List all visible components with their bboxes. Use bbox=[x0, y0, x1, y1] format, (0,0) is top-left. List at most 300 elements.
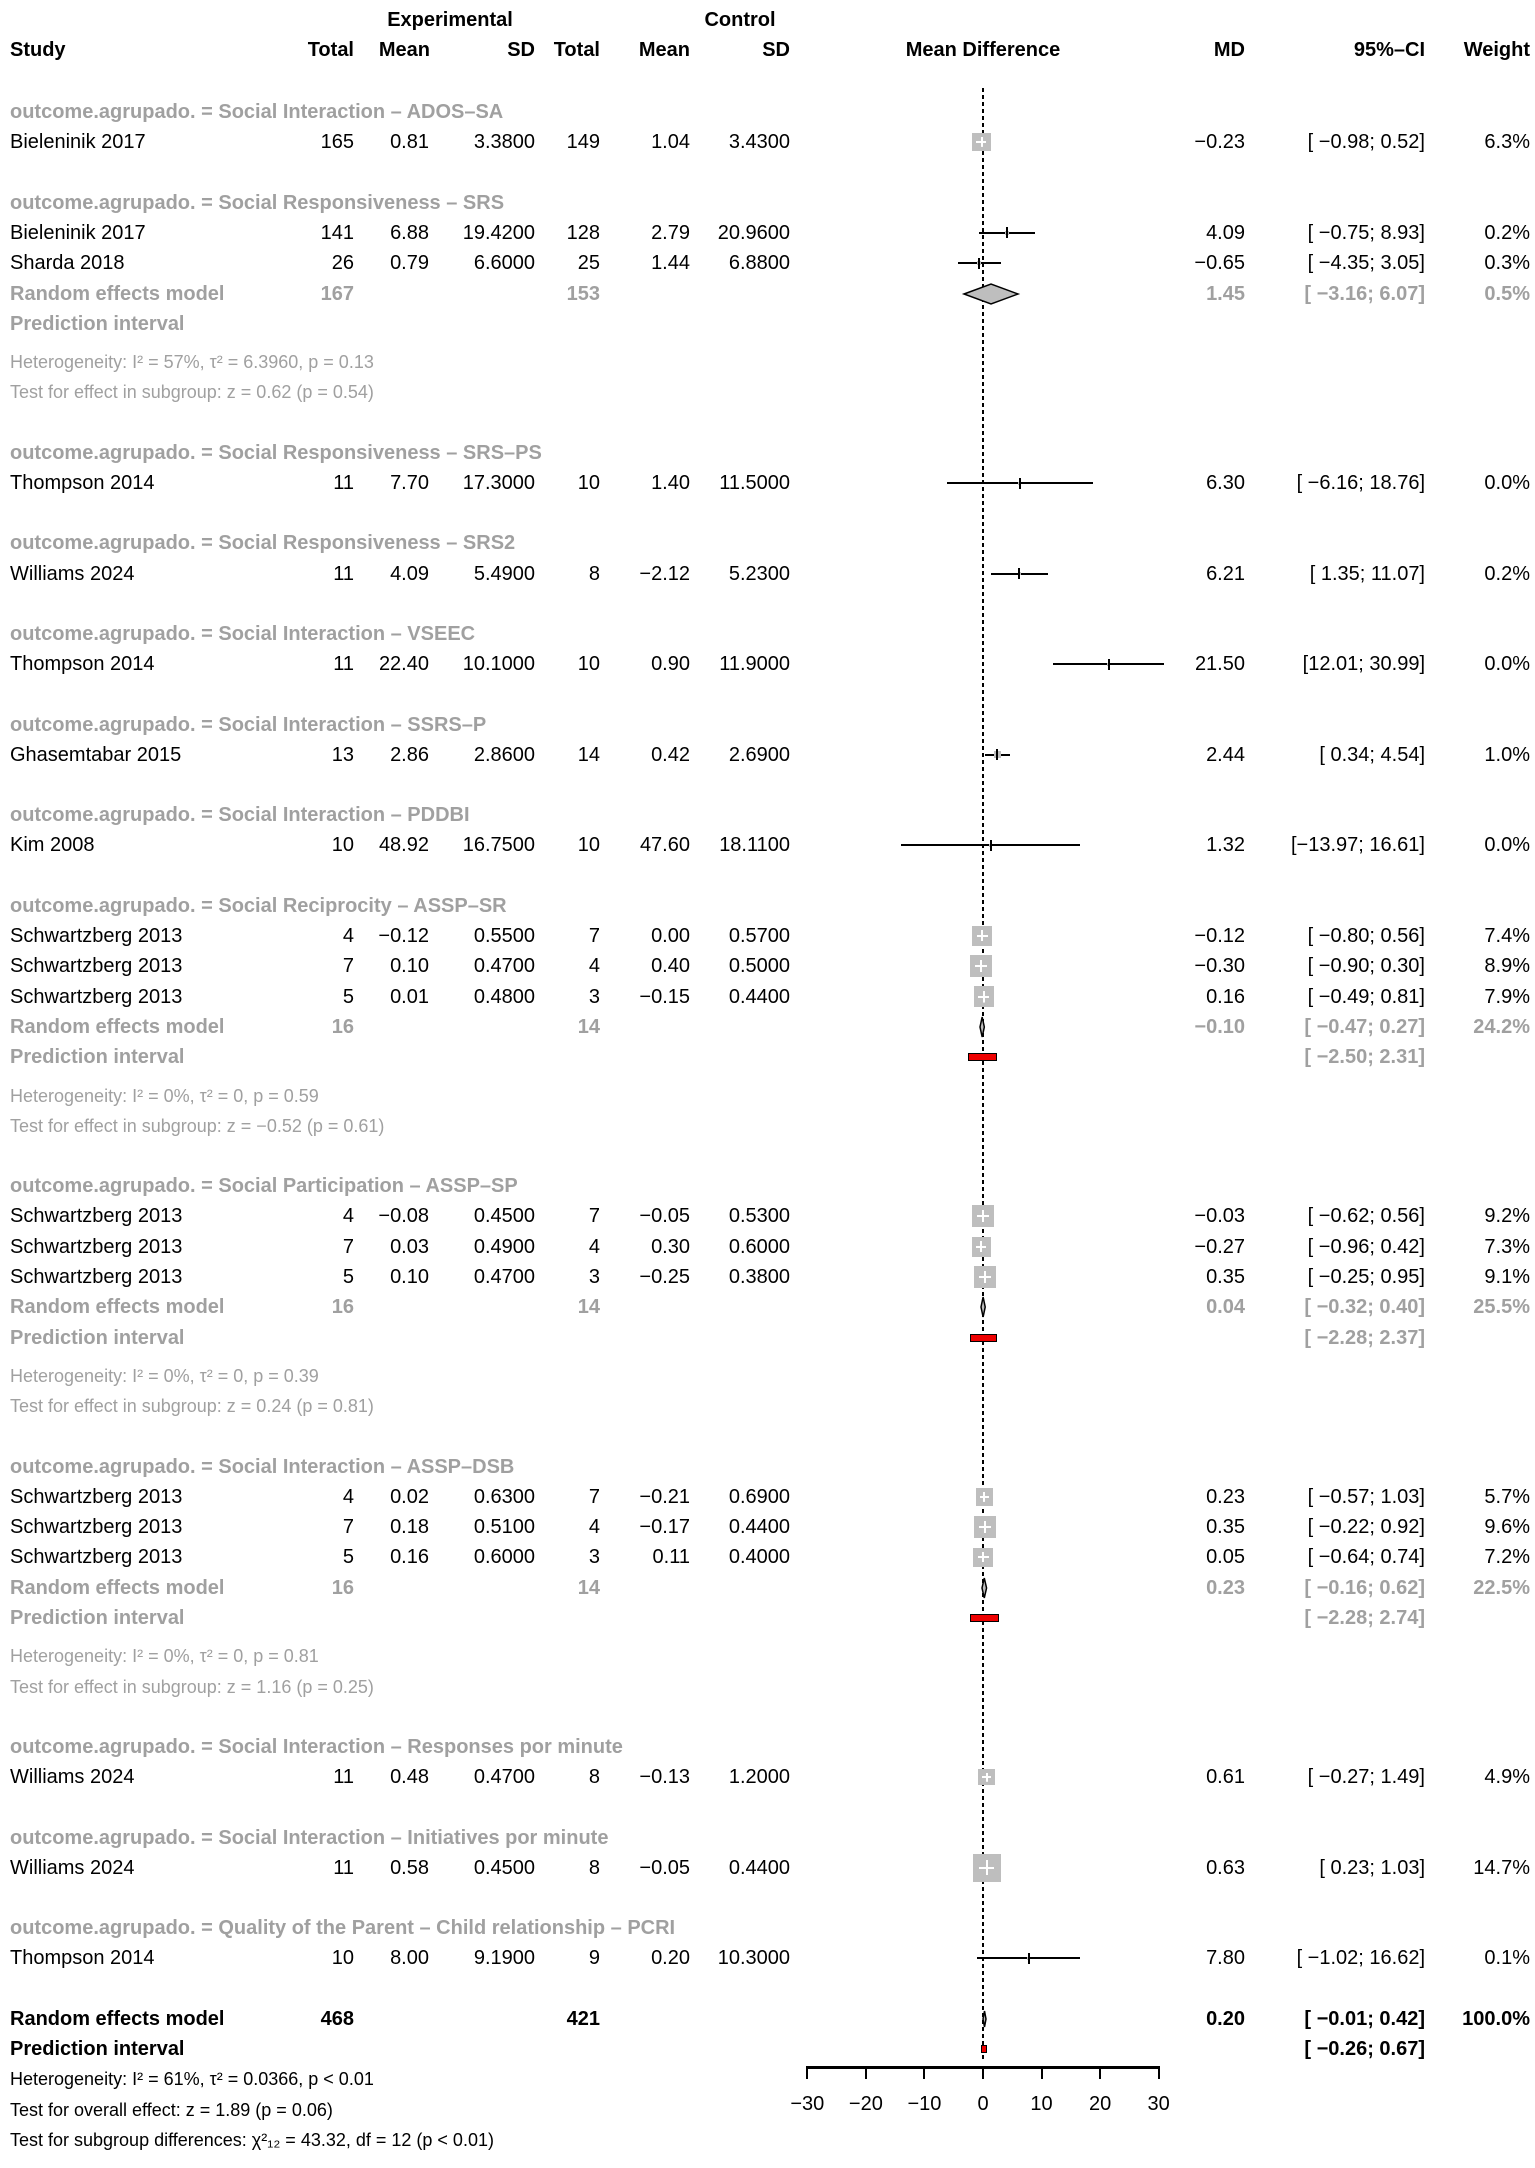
total-control: 4 bbox=[588, 1235, 600, 1258]
total-experimental: 7 bbox=[342, 1235, 354, 1258]
subgroup-test-line: Test for effect in subgroup: z = 1.16 (p = 0.25) bbox=[10, 1676, 374, 1697]
sd-control: 2.6900 bbox=[728, 743, 790, 766]
sd-experimental: 0.4900 bbox=[473, 1235, 535, 1258]
x-axis-tick-label: −20 bbox=[848, 2093, 883, 2115]
weight-value: 9.2% bbox=[1484, 1205, 1530, 1228]
sd-control: 0.4400 bbox=[728, 1856, 790, 1879]
mean-control: 0.90 bbox=[651, 653, 690, 676]
mean-control: −0.05 bbox=[639, 1856, 690, 1879]
sd-experimental: 9.1900 bbox=[473, 1947, 535, 1970]
total-experimental: 11 bbox=[333, 1856, 354, 1879]
total-control: 4 bbox=[588, 955, 600, 978]
sd-experimental: 0.5100 bbox=[473, 1516, 535, 1539]
md-value: 1.45 bbox=[1206, 282, 1245, 305]
total-control: 10 bbox=[577, 472, 600, 494]
heterogeneity-line: Heterogeneity: I² = 57%, τ² = 6.3960, p = 0.13 bbox=[10, 352, 374, 373]
study-name: Ghasemtabar 2015 bbox=[10, 743, 182, 766]
total-control: 7 bbox=[588, 1485, 600, 1508]
section-label: outcome.agrupado. = Social Responsiveness – SRS2 bbox=[10, 532, 516, 555]
study-name: Williams 2024 bbox=[10, 1766, 135, 1789]
md-value: 4.09 bbox=[1206, 221, 1245, 244]
ci-value: [ −0.01; 0.42] bbox=[1304, 2007, 1425, 2030]
ci-value: [ −0.57; 1.03] bbox=[1307, 1485, 1425, 1508]
section-label: outcome.agrupado. = Social Interaction – PDDBI bbox=[10, 804, 470, 827]
weight-value: 9.1% bbox=[1484, 1266, 1530, 1288]
total-control: 7 bbox=[588, 925, 600, 947]
md-value: 0.35 bbox=[1206, 1266, 1245, 1288]
weight-value: 0.3% bbox=[1484, 252, 1530, 275]
section-label: outcome.agrupado. = Social Interaction – ADOS–SA bbox=[10, 101, 504, 123]
total-control: 9 bbox=[588, 1947, 600, 1970]
sd-experimental: 0.6300 bbox=[473, 1485, 535, 1508]
mean-experimental: −0.08 bbox=[378, 1205, 429, 1228]
weight-value: 24.2% bbox=[1473, 1015, 1530, 1038]
total-experimental: 13 bbox=[331, 743, 354, 766]
x-axis-tick bbox=[806, 2066, 808, 2079]
section-label: outcome.agrupado. = Social Interaction – ASSP–DSB bbox=[10, 1455, 515, 1478]
summary-diamond bbox=[979, 1295, 987, 1319]
ci-value: [ 1.35; 11.07] bbox=[1309, 562, 1425, 585]
mean-control: 1.44 bbox=[651, 252, 690, 275]
prediction-interval-bar bbox=[981, 2045, 986, 2053]
study-name: Thompson 2014 bbox=[10, 1947, 155, 1970]
total-control: 153 bbox=[566, 282, 600, 305]
md-value: −0.10 bbox=[1194, 1015, 1245, 1038]
col-header-ci: 95%–CI bbox=[1353, 39, 1425, 61]
total-experimental: 7 bbox=[342, 1516, 354, 1539]
section-label: outcome.agrupado. = Social Interaction – SSRS–P bbox=[10, 713, 487, 736]
total-experimental: 16 bbox=[331, 1296, 354, 1319]
sd-experimental: 2.8600 bbox=[473, 743, 535, 766]
weight-value: 4.9% bbox=[1484, 1766, 1530, 1789]
section-label: outcome.agrupado. = Social Participation – ASSP–SP bbox=[10, 1175, 518, 1198]
sd-control: 20.9600 bbox=[717, 221, 790, 244]
sd-control: 0.6900 bbox=[728, 1485, 790, 1508]
prediction-interval-bar bbox=[970, 1334, 997, 1342]
mean-experimental: −0.12 bbox=[378, 925, 429, 947]
md-value: −0.27 bbox=[1194, 1235, 1245, 1258]
x-axis-tick-label: 10 bbox=[1030, 2093, 1053, 2115]
total-control: 14 bbox=[577, 1296, 600, 1319]
study-name: Schwartzberg 2013 bbox=[10, 1485, 183, 1508]
study-name: Williams 2024 bbox=[10, 562, 135, 585]
ci-value: [ 0.23; 1.03] bbox=[1319, 1856, 1425, 1879]
point-estimate-square bbox=[976, 1488, 993, 1505]
sd-control: 0.4400 bbox=[728, 1516, 790, 1539]
sd-control: 0.5300 bbox=[728, 1205, 790, 1228]
study-name: Schwartzberg 2013 bbox=[10, 1235, 183, 1258]
weight-value: 0.2% bbox=[1484, 221, 1530, 244]
summary-diamond bbox=[981, 2009, 988, 2029]
ci-value: [−13.97; 16.61] bbox=[1290, 834, 1425, 857]
md-value: −0.23 bbox=[1194, 131, 1245, 154]
mean-control: 0.20 bbox=[651, 1947, 690, 1970]
weight-value: 14.7% bbox=[1473, 1856, 1530, 1879]
summary-diamond bbox=[962, 282, 1020, 306]
subgroup-test-line: Test for effect in subgroup: z = 0.24 (p = 0.81) bbox=[10, 1396, 374, 1417]
summary-diamond bbox=[978, 1015, 986, 1039]
point-estimate-square bbox=[972, 133, 990, 151]
x-axis-tick-label: 0 bbox=[977, 2093, 989, 2115]
x-axis-tick bbox=[1041, 2066, 1043, 2079]
mean-control: −0.21 bbox=[639, 1485, 690, 1508]
x-axis-tick-label: 30 bbox=[1147, 2093, 1170, 2115]
mean-control: −0.13 bbox=[639, 1766, 690, 1789]
col-header-weight: Weight bbox=[1463, 39, 1530, 61]
weight-value: 25.5% bbox=[1473, 1296, 1530, 1319]
subgroup-test-line: Test for effect in subgroup: z = 0.62 (p = 0.54) bbox=[10, 382, 374, 403]
mean-control: −0.25 bbox=[639, 1266, 690, 1288]
prediction-interval-label: Prediction interval bbox=[10, 1326, 185, 1349]
point-estimate-square bbox=[974, 986, 995, 1007]
mean-control: 0.00 bbox=[651, 925, 690, 947]
md-value: 0.04 bbox=[1206, 1296, 1245, 1319]
total-control: 10 bbox=[577, 653, 600, 676]
total-control: 8 bbox=[588, 1766, 600, 1789]
mean-experimental: 8.00 bbox=[390, 1947, 429, 1970]
weight-value: 7.3% bbox=[1484, 1235, 1530, 1258]
ci-value: [ −0.22; 0.92] bbox=[1307, 1516, 1425, 1539]
md-value: 21.50 bbox=[1194, 653, 1245, 676]
ci-value: [ −6.16; 18.76] bbox=[1296, 472, 1425, 494]
md-value: 0.23 bbox=[1206, 1485, 1245, 1508]
total-experimental: 167 bbox=[320, 282, 354, 305]
sd-experimental: 6.6000 bbox=[473, 252, 535, 275]
mean-experimental: 0.03 bbox=[390, 1235, 429, 1258]
random-effects-label: Random effects model bbox=[10, 1296, 225, 1319]
sd-experimental: 3.3800 bbox=[473, 131, 535, 154]
mean-experimental: 2.86 bbox=[390, 743, 429, 766]
mean-experimental: 0.48 bbox=[390, 1766, 429, 1789]
sd-control: 1.2000 bbox=[728, 1766, 790, 1789]
weight-value: 0.2% bbox=[1484, 562, 1530, 585]
md-value: 0.20 bbox=[1206, 2007, 1245, 2030]
mean-experimental: 4.09 bbox=[390, 562, 429, 585]
sd-experimental: 0.4800 bbox=[473, 985, 535, 1008]
weight-value: 1.0% bbox=[1484, 743, 1530, 766]
total-experimental: 16 bbox=[331, 1576, 354, 1599]
point-estimate-tick bbox=[990, 840, 992, 851]
prediction-interval-label: Prediction interval bbox=[10, 2038, 185, 2060]
mean-experimental: 0.02 bbox=[390, 1485, 429, 1508]
sd-experimental: 0.6000 bbox=[473, 1546, 535, 1569]
sd-experimental: 10.1000 bbox=[462, 653, 535, 676]
prediction-interval-bar bbox=[970, 1614, 999, 1622]
sd-experimental: 0.4700 bbox=[473, 1266, 535, 1288]
mean-experimental: 0.58 bbox=[390, 1856, 429, 1879]
study-name: Schwartzberg 2013 bbox=[10, 1266, 183, 1288]
subgroup-test-line: Test for effect in subgroup: z = −0.52 (p = 0.61) bbox=[10, 1115, 385, 1136]
total-control: 4 bbox=[588, 1516, 600, 1539]
study-name: Thompson 2014 bbox=[10, 653, 155, 676]
sd-experimental: 19.4200 bbox=[462, 221, 535, 244]
weight-value: 9.6% bbox=[1484, 1516, 1530, 1539]
point-estimate-square bbox=[972, 1205, 994, 1227]
mean-control: 0.30 bbox=[651, 1235, 690, 1258]
ci-value: [ −1.02; 16.62] bbox=[1296, 1947, 1425, 1970]
mean-control: −0.05 bbox=[639, 1205, 690, 1228]
sd-control: 0.4400 bbox=[728, 985, 790, 1008]
md-value: −0.30 bbox=[1194, 955, 1245, 978]
total-experimental: 5 bbox=[342, 1546, 354, 1569]
total-experimental: 10 bbox=[331, 834, 354, 857]
weight-value: 5.7% bbox=[1484, 1485, 1530, 1508]
total-control: 14 bbox=[577, 743, 600, 766]
x-axis-tick-label: 20 bbox=[1088, 2093, 1112, 2115]
total-experimental: 165 bbox=[320, 131, 354, 154]
x-axis-tick bbox=[1099, 2066, 1101, 2079]
col-header-sd-exp: SD bbox=[507, 39, 535, 61]
study-name: Schwartzberg 2013 bbox=[10, 985, 183, 1008]
md-value: 0.05 bbox=[1206, 1546, 1245, 1569]
ci-value: [ 0.34; 4.54] bbox=[1319, 743, 1425, 766]
sd-experimental: 17.3000 bbox=[462, 472, 535, 494]
col-header-md: MD bbox=[1213, 39, 1245, 61]
x-axis-tick bbox=[982, 2066, 984, 2079]
ci-value: [ −0.98; 0.52] bbox=[1307, 131, 1425, 154]
prediction-interval-label: Prediction interval bbox=[10, 1607, 185, 1629]
weight-value: 0.5% bbox=[1484, 282, 1530, 305]
total-control: 3 bbox=[588, 1266, 600, 1288]
total-experimental: 11 bbox=[333, 472, 354, 494]
study-name: Williams 2024 bbox=[10, 1856, 135, 1879]
md-value: 0.16 bbox=[1206, 985, 1245, 1008]
section-label: outcome.agrupado. = Social Interaction – Initiatives por minute bbox=[10, 1826, 609, 1849]
col-header-study: Study bbox=[10, 39, 66, 61]
mean-experimental: 48.92 bbox=[378, 834, 429, 857]
ci-value: [ −0.26; 0.67] bbox=[1304, 2038, 1425, 2060]
study-name: Bieleninik 2017 bbox=[10, 131, 146, 154]
point-estimate-square bbox=[973, 1548, 993, 1568]
total-experimental: 4 bbox=[342, 925, 354, 947]
ci-value: [ −0.90; 0.30] bbox=[1307, 955, 1425, 978]
sd-control: 18.1100 bbox=[719, 834, 790, 857]
md-value: 0.35 bbox=[1206, 1516, 1245, 1539]
sd-control: 0.5000 bbox=[728, 955, 790, 978]
ci-value: [ −2.28; 2.37] bbox=[1304, 1326, 1425, 1349]
total-control: 3 bbox=[588, 985, 600, 1008]
weight-value: 0.0% bbox=[1484, 834, 1530, 857]
section-label: outcome.agrupado. = Social Reciprocity – ASSP–SR bbox=[10, 894, 507, 917]
sd-experimental: 5.4900 bbox=[473, 562, 535, 585]
prediction-interval-label: Prediction interval bbox=[10, 312, 185, 335]
ci-value: [ −0.27; 1.49] bbox=[1307, 1766, 1425, 1789]
mean-experimental: 6.88 bbox=[390, 221, 429, 244]
mean-control: −0.15 bbox=[639, 985, 690, 1008]
total-experimental: 5 bbox=[342, 1266, 354, 1288]
total-experimental: 4 bbox=[342, 1485, 354, 1508]
md-value: 1.32 bbox=[1206, 834, 1245, 857]
md-value: −0.65 bbox=[1194, 252, 1245, 275]
total-experimental: 11 bbox=[333, 1766, 354, 1789]
ci-value: [ −0.80; 0.56] bbox=[1307, 925, 1425, 947]
point-estimate-tick bbox=[1006, 227, 1008, 238]
col-header-mean-difference: Mean Difference bbox=[905, 39, 1061, 61]
point-estimate-square bbox=[978, 1769, 994, 1785]
weight-value: 7.4% bbox=[1484, 925, 1530, 947]
total-experimental: 16 bbox=[331, 1015, 354, 1038]
study-name: Bieleninik 2017 bbox=[10, 221, 146, 244]
point-estimate-square bbox=[972, 926, 992, 946]
total-experimental: 11 bbox=[333, 562, 354, 585]
mean-control: 1.40 bbox=[651, 472, 690, 494]
ci-value: [ −2.28; 2.74] bbox=[1304, 1607, 1425, 1629]
total-experimental: 10 bbox=[331, 1947, 354, 1970]
group-header-control: Control bbox=[704, 9, 776, 31]
sd-control: 3.4300 bbox=[728, 131, 790, 154]
point-estimate-square bbox=[974, 1516, 997, 1539]
mean-experimental: 0.81 bbox=[390, 131, 429, 154]
col-header-sd-ctl: SD bbox=[762, 39, 790, 61]
col-header-mean-ctl: Mean bbox=[638, 39, 690, 61]
total-control: 149 bbox=[566, 131, 600, 154]
mean-control: −2.12 bbox=[639, 562, 690, 585]
subgroup-differences-test-line: Test for subgroup differences: χ²₁₂ = 43.32, df = 12 (p < 0.01) bbox=[10, 2129, 494, 2150]
mean-control: 1.04 bbox=[651, 131, 690, 154]
section-label: outcome.agrupado. = Social Interaction – Responses por minute bbox=[10, 1735, 623, 1758]
mean-control: 47.60 bbox=[639, 834, 690, 857]
section-label: outcome.agrupado. = Social Responsiveness – SRS–PS bbox=[10, 441, 542, 464]
ci-value: [ −0.96; 0.42] bbox=[1307, 1235, 1425, 1258]
sd-control: 10.3000 bbox=[717, 1947, 790, 1970]
heterogeneity-line: Heterogeneity: I² = 0%, τ² = 0, p = 0.59 bbox=[10, 1085, 319, 1106]
ci-value: [ −0.49; 0.81] bbox=[1307, 985, 1425, 1008]
md-value: −0.03 bbox=[1194, 1205, 1245, 1228]
md-value: −0.12 bbox=[1194, 925, 1245, 947]
prediction-interval-label: Prediction interval bbox=[10, 1046, 185, 1069]
md-value: 0.23 bbox=[1206, 1576, 1245, 1599]
point-estimate-tick bbox=[978, 258, 980, 269]
sd-control: 5.2300 bbox=[728, 562, 790, 585]
point-estimate-tick bbox=[1019, 478, 1021, 489]
mean-experimental: 0.18 bbox=[390, 1516, 429, 1539]
md-value: 6.30 bbox=[1206, 472, 1245, 494]
study-name: Kim 2008 bbox=[10, 834, 95, 857]
x-axis-tick-label: −10 bbox=[907, 2093, 942, 2115]
mean-experimental: 0.79 bbox=[390, 252, 429, 275]
study-name: Sharda 2018 bbox=[10, 252, 125, 275]
ci-value: [ −4.35; 3.05] bbox=[1307, 252, 1425, 275]
ci-value: [ −0.75; 8.93] bbox=[1307, 221, 1425, 244]
weight-value: 7.9% bbox=[1484, 985, 1530, 1008]
study-name: Schwartzberg 2013 bbox=[10, 925, 183, 947]
study-name: Schwartzberg 2013 bbox=[10, 1516, 183, 1539]
mean-control: 0.42 bbox=[651, 743, 690, 766]
total-control: 421 bbox=[566, 2007, 600, 2030]
point-estimate-square bbox=[972, 1237, 992, 1257]
heterogeneity-line: Heterogeneity: I² = 0%, τ² = 0, p = 0.39 bbox=[10, 1365, 319, 1386]
weight-value: 6.3% bbox=[1484, 131, 1530, 154]
sd-experimental: 0.5500 bbox=[473, 925, 535, 947]
ci-value: [12.01; 30.99] bbox=[1302, 653, 1425, 676]
md-value: 6.21 bbox=[1206, 562, 1245, 585]
md-value: 0.63 bbox=[1206, 1856, 1245, 1879]
ci-value: [ −0.47; 0.27] bbox=[1304, 1015, 1425, 1038]
ci-value: [ −3.16; 6.07] bbox=[1304, 282, 1425, 305]
study-name: Schwartzberg 2013 bbox=[10, 1205, 183, 1228]
summary-diamond bbox=[980, 1576, 989, 1600]
point-estimate-square bbox=[970, 955, 992, 977]
section-label: outcome.agrupado. = Social Responsiveness – SRS bbox=[10, 191, 505, 214]
zero-reference-line bbox=[982, 88, 984, 2060]
total-control: 7 bbox=[588, 1205, 600, 1228]
point-estimate-square bbox=[973, 1854, 1001, 1882]
study-name: Thompson 2014 bbox=[10, 472, 155, 494]
x-axis-tick bbox=[1158, 2066, 1160, 2079]
total-control: 8 bbox=[588, 562, 600, 585]
weight-value: 100.0% bbox=[1462, 2007, 1530, 2030]
total-experimental: 11 bbox=[333, 653, 354, 676]
weight-value: 8.9% bbox=[1484, 955, 1530, 978]
point-estimate-tick bbox=[996, 749, 998, 760]
section-label: outcome.agrupado. = Quality of the Parent – Child relationship – PCRI bbox=[10, 1917, 676, 1940]
ci-value: [ −0.32; 0.40] bbox=[1304, 1296, 1425, 1319]
mean-experimental: 0.10 bbox=[390, 955, 429, 978]
md-value: 2.44 bbox=[1206, 743, 1245, 766]
total-experimental: 4 bbox=[342, 1205, 354, 1228]
sd-experimental: 0.4500 bbox=[473, 1856, 535, 1879]
sd-experimental: 0.4700 bbox=[473, 955, 535, 978]
study-name: Schwartzberg 2013 bbox=[10, 1546, 183, 1569]
ci-value: [ −0.16; 0.62] bbox=[1304, 1576, 1425, 1599]
x-axis-tick bbox=[865, 2066, 867, 2079]
total-control: 128 bbox=[566, 221, 600, 244]
weight-value: 0.0% bbox=[1484, 653, 1530, 676]
weight-value: 0.0% bbox=[1484, 472, 1530, 494]
mean-experimental: 0.16 bbox=[390, 1546, 429, 1569]
weight-value: 22.5% bbox=[1473, 1576, 1530, 1599]
sd-experimental: 16.7500 bbox=[462, 834, 535, 857]
mean-control: 0.40 bbox=[651, 955, 690, 978]
mean-experimental: 0.01 bbox=[390, 985, 429, 1008]
sd-experimental: 0.4700 bbox=[473, 1766, 535, 1789]
study-name: Schwartzberg 2013 bbox=[10, 955, 183, 978]
ci-value: [ −2.50; 2.31] bbox=[1304, 1046, 1425, 1069]
mean-experimental: 0.10 bbox=[390, 1266, 429, 1288]
sd-control: 0.3800 bbox=[728, 1266, 790, 1288]
sd-control: 0.6000 bbox=[728, 1235, 790, 1258]
group-header-experimental: Experimental bbox=[387, 9, 513, 31]
total-experimental: 141 bbox=[320, 221, 354, 244]
ci-value: [ −0.25; 0.95] bbox=[1307, 1266, 1425, 1288]
sd-control: 0.5700 bbox=[728, 925, 790, 947]
overall-heterogeneity-line: Heterogeneity: I² = 61%, τ² = 0.0366, p < 0.01 bbox=[10, 2069, 374, 2090]
random-effects-label: Random effects model bbox=[10, 1015, 225, 1038]
point-estimate-tick bbox=[1108, 659, 1110, 670]
random-effects-label: Random effects model bbox=[10, 2007, 225, 2030]
col-header-mean-exp: Mean bbox=[378, 39, 430, 61]
total-control: 14 bbox=[577, 1015, 600, 1038]
overall-effect-test-line: Test for overall effect: z = 1.89 (p = 0.06) bbox=[10, 2099, 333, 2120]
point-estimate-tick bbox=[1018, 568, 1020, 579]
random-effects-label: Random effects model bbox=[10, 282, 225, 305]
point-estimate-tick bbox=[1028, 1953, 1030, 1964]
col-header-total-ctl: Total bbox=[553, 39, 600, 61]
x-axis-tick-label: −30 bbox=[790, 2093, 825, 2115]
ci-value: [ −0.64; 0.74] bbox=[1307, 1546, 1425, 1569]
random-effects-label: Random effects model bbox=[10, 1576, 225, 1599]
heterogeneity-line: Heterogeneity: I² = 0%, τ² = 0, p = 0.81 bbox=[10, 1646, 319, 1667]
total-control: 14 bbox=[577, 1576, 600, 1599]
total-control: 3 bbox=[588, 1546, 600, 1569]
mean-experimental: 7.70 bbox=[390, 472, 429, 494]
mean-experimental: 22.40 bbox=[378, 653, 429, 676]
sd-control: 11.5000 bbox=[719, 472, 790, 494]
prediction-interval-bar bbox=[968, 1053, 996, 1061]
mean-control: 2.79 bbox=[651, 221, 690, 244]
sd-experimental: 0.4500 bbox=[473, 1205, 535, 1228]
x-axis-tick bbox=[923, 2066, 925, 2079]
